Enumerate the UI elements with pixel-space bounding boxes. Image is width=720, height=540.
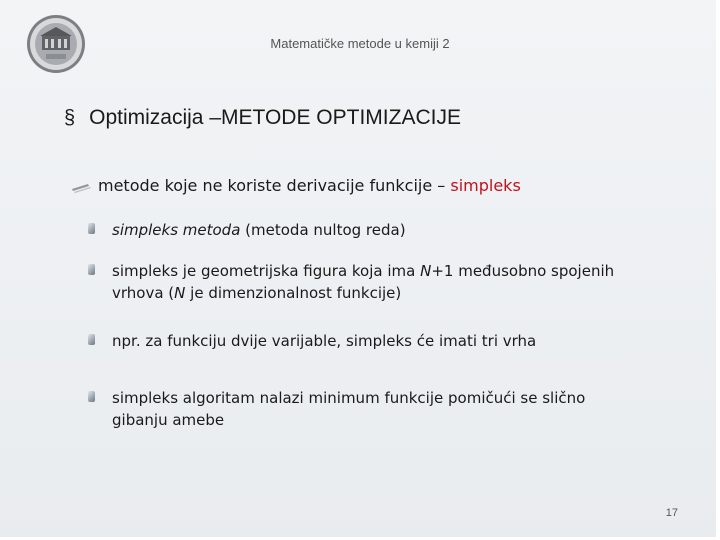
square-bullet-icon <box>88 334 95 345</box>
arrow-icon <box>72 180 92 194</box>
section-sign: § <box>64 107 76 129</box>
square-bullet-icon <box>88 391 95 402</box>
page-number: 17 <box>665 507 678 519</box>
square-bullet-icon <box>88 223 95 234</box>
item2-l1n: N <box>420 262 432 280</box>
level1-highlight: simpleks <box>450 176 521 195</box>
item2-l2n: N <box>174 284 186 302</box>
item3-text: npr. za funkciju dvije varijable, simpleks će imati tri vrha <box>112 332 537 350</box>
item1-italic: simpleks metoda <box>112 221 241 239</box>
right-edge <box>716 0 720 540</box>
list-item <box>112 387 585 431</box>
slide-title <box>64 106 461 130</box>
item2-l2a: vrhova ( <box>112 284 175 302</box>
list-item <box>112 219 406 241</box>
list-item <box>112 260 614 304</box>
slide-header: Matematičke metode u kemiji 2 <box>270 36 450 51</box>
level1-text-a: metode koje ne koriste derivacije funkcije – <box>98 176 451 195</box>
item2-l1a: simpleks je geometrijska figura koja ima <box>112 262 421 280</box>
item4-line1: simpleks algoritam nalazi minimum funkcije pomičući se slično <box>112 389 586 407</box>
list-item <box>112 330 536 352</box>
square-bullet-icon <box>88 264 95 275</box>
slide-title-text: Optimizacija –METODE OPTIMIZACIJE <box>89 106 461 129</box>
item2-line2 <box>112 282 614 304</box>
item2-line1 <box>112 260 614 282</box>
item2-l2b: je dimenzionalnost funkcije) <box>185 284 402 302</box>
level1-text <box>98 176 521 195</box>
level1-bullet <box>96 176 521 195</box>
item4-line2: gibanju amebe <box>112 411 225 429</box>
item1-rest: (metoda nultog reda) <box>240 221 406 239</box>
item2-l1b: +1 međusobno spojenih <box>431 262 615 280</box>
